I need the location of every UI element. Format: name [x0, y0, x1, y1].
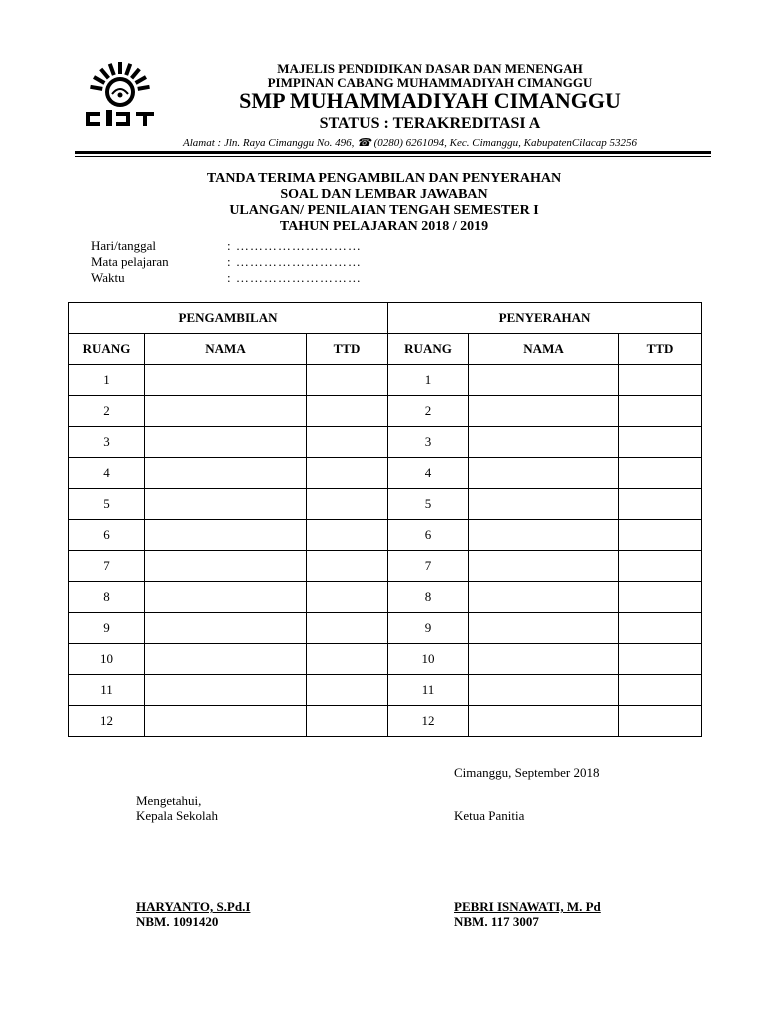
ruang-cell: 1 [388, 365, 469, 396]
ruang-cell: 6 [388, 520, 469, 551]
table-row [69, 427, 702, 458]
ttd-cell[interactable] [619, 520, 702, 551]
ruang-cell: 1 [69, 365, 145, 396]
ttd-cell[interactable] [619, 582, 702, 613]
doc-title-line2: SOAL DAN LEMBAR JAWABAN [280, 187, 488, 202]
doc-title-line4: TAHUN PELAJARAN 2018 / 2019 [279, 219, 489, 234]
ruang-cell: 3 [69, 427, 145, 458]
info-value[interactable]: : ……………………… [227, 254, 362, 269]
ttd-cell[interactable] [307, 489, 388, 520]
nama-cell[interactable] [469, 520, 619, 551]
accreditation-status: STATUS : TERAKREDITASI A [319, 115, 541, 132]
nama-cell[interactable] [469, 396, 619, 427]
info-label: Hari/tanggal [91, 238, 156, 253]
table-row [69, 613, 702, 644]
table-row [69, 582, 702, 613]
ttd-cell[interactable] [619, 644, 702, 675]
ttd-cell[interactable] [619, 613, 702, 644]
nama-cell[interactable] [145, 520, 307, 551]
nama-cell[interactable] [145, 644, 307, 675]
ruang-cell: 5 [69, 489, 145, 520]
header-line1: MAJELIS PENDIDIKAN DASAR DAN MENENGAH [277, 61, 583, 76]
place-date: Cimanggu, September 2018 [454, 765, 600, 780]
ttd-cell[interactable] [307, 551, 388, 582]
table-row [69, 675, 702, 706]
table-row [69, 365, 702, 396]
info-value[interactable]: : ……………………… [227, 270, 362, 285]
ruang-cell: 2 [388, 396, 469, 427]
ttd-cell[interactable] [307, 427, 388, 458]
header-line2: PIMPINAN CABANG MUHAMMADIYAH CIMANGGU [267, 75, 593, 90]
table-row [69, 551, 702, 582]
col-header-nama: NAMA [145, 334, 307, 365]
nama-cell[interactable] [145, 489, 307, 520]
receipt-table [68, 302, 702, 737]
nama-cell[interactable] [469, 489, 619, 520]
info-label: Mata pelajaran [91, 254, 169, 269]
nama-cell[interactable] [145, 551, 307, 582]
col-header-ttd: TTD [619, 334, 702, 365]
nama-cell[interactable] [469, 427, 619, 458]
acknowledged-label: Mengetahui, [136, 793, 202, 808]
info-row-subject [91, 254, 362, 270]
info-value[interactable]: : ……………………… [227, 238, 362, 253]
ruang-cell: 4 [388, 458, 469, 489]
header-rule-thin [75, 156, 711, 157]
ttd-cell[interactable] [307, 520, 388, 551]
ttd-cell[interactable] [307, 582, 388, 613]
ruang-cell: 2 [69, 396, 145, 427]
nama-cell[interactable] [145, 365, 307, 396]
school-name: SMP MUHAMMADIYAH CIMANGGU [239, 88, 621, 113]
ttd-cell[interactable] [619, 706, 702, 737]
ruang-cell: 12 [388, 706, 469, 737]
nama-cell[interactable] [469, 675, 619, 706]
nama-cell[interactable] [469, 706, 619, 737]
ruang-cell: 10 [69, 644, 145, 675]
info-row-time [91, 270, 362, 286]
principal-nbm: NBM. 1091420 [136, 914, 219, 929]
ruang-cell: 11 [69, 675, 145, 706]
ttd-cell[interactable] [307, 613, 388, 644]
ruang-cell: 4 [69, 458, 145, 489]
ttd-cell[interactable] [619, 675, 702, 706]
ruang-cell: 3 [388, 427, 469, 458]
nama-cell[interactable] [145, 675, 307, 706]
col-header-nama: NAMA [469, 334, 619, 365]
nama-cell[interactable] [145, 427, 307, 458]
table-row [69, 706, 702, 737]
ruang-cell: 7 [388, 551, 469, 582]
table-row [69, 489, 702, 520]
committee-chair-label: Ketua Panitia [454, 808, 525, 823]
ttd-cell[interactable] [307, 675, 388, 706]
ruang-cell: 8 [388, 582, 469, 613]
muhammadiyah-logo [80, 60, 160, 130]
ruang-cell: 10 [388, 644, 469, 675]
ruang-cell: 11 [388, 675, 469, 706]
table-row [69, 458, 702, 489]
ttd-cell[interactable] [307, 644, 388, 675]
table-row [69, 644, 702, 675]
nama-cell[interactable] [145, 706, 307, 737]
ttd-cell[interactable] [619, 551, 702, 582]
nama-cell[interactable] [469, 551, 619, 582]
ttd-cell[interactable] [619, 365, 702, 396]
table-row [69, 396, 702, 427]
ruang-cell: 9 [69, 613, 145, 644]
nama-cell[interactable] [469, 365, 619, 396]
ttd-cell[interactable] [619, 458, 702, 489]
chair-nbm: NBM. 117 3007 [454, 914, 539, 929]
ttd-cell[interactable] [307, 706, 388, 737]
nama-cell[interactable] [469, 644, 619, 675]
ruang-cell: 6 [69, 520, 145, 551]
principal-name: HARYANTO, S.Pd.I [136, 899, 251, 914]
ttd-cell[interactable] [619, 489, 702, 520]
nama-cell[interactable] [469, 613, 619, 644]
ruang-cell: 5 [388, 489, 469, 520]
chair-name: PEBRI ISNAWATI, M. Pd [454, 899, 601, 914]
ttd-cell[interactable] [307, 458, 388, 489]
nama-cell[interactable] [145, 458, 307, 489]
group-header-pengambilan: PENGAMBILAN [69, 303, 388, 334]
group-header-penyerahan: PENYERAHAN [388, 303, 702, 334]
ruang-cell: 8 [69, 582, 145, 613]
principal-label: Kepala Sekolah [136, 808, 218, 823]
ruang-cell: 9 [388, 613, 469, 644]
col-header-ruang: RUANG [388, 334, 469, 365]
info-row-date [91, 238, 362, 254]
doc-title-line1: TANDA TERIMA PENGAMBILAN DAN PENYERAHAN [206, 171, 562, 186]
ttd-cell[interactable] [619, 427, 702, 458]
nama-cell[interactable] [145, 613, 307, 644]
ttd-cell[interactable] [619, 396, 702, 427]
nama-cell[interactable] [469, 458, 619, 489]
nama-cell[interactable] [469, 582, 619, 613]
nama-cell[interactable] [145, 582, 307, 613]
ttd-cell[interactable] [307, 396, 388, 427]
ruang-cell: 12 [69, 706, 145, 737]
header-rule-thick [75, 151, 711, 154]
ruang-cell: 7 [69, 551, 145, 582]
info-label: Waktu [91, 270, 125, 285]
doc-title-line3: ULANGAN/ PENILAIAN TENGAH SEMESTER I [229, 203, 539, 218]
nama-cell[interactable] [145, 396, 307, 427]
col-header-ruang: RUANG [69, 334, 145, 365]
table-row [69, 520, 702, 551]
ttd-cell[interactable] [307, 365, 388, 396]
col-header-ttd: TTD [307, 334, 388, 365]
school-address: Alamat : Jln. Raya Cimanggu No. 496, ☎ (0280) 6261094, Kec. Cimanggu, KabupatenCilacap 53256 [183, 137, 637, 149]
